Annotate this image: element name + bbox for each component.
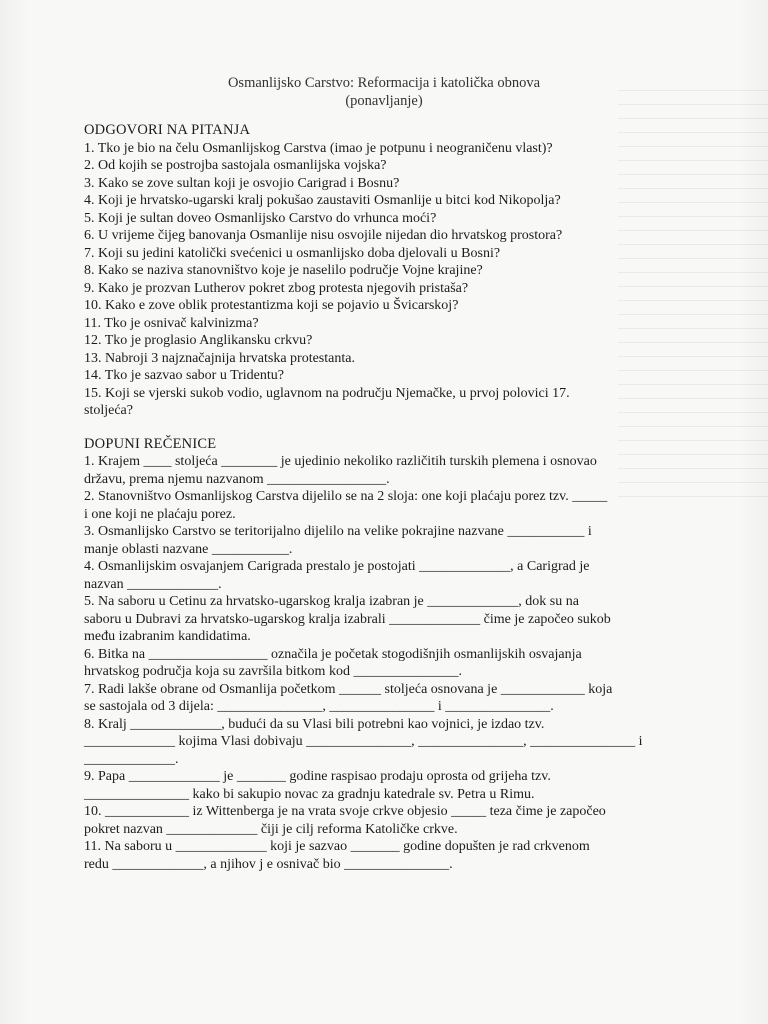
question-line: 8. Kako se naziva stanovništvo koje je naselilo područje Vojne krajine? bbox=[84, 263, 483, 278]
question-line: 2. Od kojih se postrojba sastojala osmanlijska vojska? bbox=[84, 158, 387, 173]
fill-in-line: redu _____________, a njihov j e osnivač bio _______________. bbox=[84, 856, 453, 872]
fill-in-line: pokret nazvan _____________ čiji je cilj reforma Katoličke crkve. bbox=[84, 821, 458, 837]
fill-in-line: _____________ kojima Vlasi dobivaju _______________, _______________, _______________ i bbox=[84, 734, 643, 749]
questions-list bbox=[84, 140, 684, 420]
fill-in-line: 7. Radi lakše obrane od Osmanlija početkom ______ stoljeća osnovana je ____________ koja bbox=[84, 681, 613, 697]
fill-in-line: _______________ kako bi sakupio novac za gradnju katedrale sv. Petra u Rimu. bbox=[84, 786, 535, 802]
section-spacer bbox=[84, 420, 684, 436]
fill-in-line: 10. ____________ iz Wittenberga je na vrata svoje crkve objesio _____ teza čime je započeo bbox=[84, 804, 606, 819]
fill-in-line: 3. Osmanlijsko Carstvo se teritorijalno dijelilo na velike pokrajine nazvane ___________ i bbox=[84, 524, 592, 539]
worksheet-subtitle: (ponavljanje) bbox=[345, 93, 423, 109]
worksheet-body bbox=[84, 122, 684, 873]
section-heading-fill-in: DOPUNI REČENICE bbox=[84, 435, 217, 452]
worksheet-header bbox=[0, 74, 768, 110]
question-line: 5. Koji je sultan doveo Osmanlijsko Carstvo do vrhunca moći? bbox=[84, 210, 437, 226]
worksheet-title: Osmanlijsko Carstvo: Reformacija i katolička obnova bbox=[227, 75, 541, 91]
question-line: 13. Nabroji 3 najznačajnija hrvatska protestanta. bbox=[84, 350, 355, 366]
question-line: 15. Koji se vjerski sukob vodio, uglavnom na području Njemačke, u prvoj polovici 17. bbox=[84, 385, 570, 401]
fill-in-line: se sastojala od 3 dijela: _______________, _______________ i _______________. bbox=[84, 699, 554, 714]
fill-in-line: _____________. bbox=[84, 751, 179, 767]
fill-in-line: nazvan _____________. bbox=[84, 576, 222, 592]
fill-in-line: 5. Na saboru u Cetinu za hrvatsko-ugarskog kralja izabran je _____________, dok su na bbox=[84, 594, 579, 609]
question-line: 11. Tko je osnivač kalvinizma? bbox=[84, 315, 259, 331]
question-line: 7. Koji su jedini katolički svećenici u osmanlijsko doba djelovali u Bosni? bbox=[84, 245, 501, 261]
fill-in-line: 11. Na saboru u _____________ koji je sazvao _______ godine dopušten je rad crkvenom bbox=[84, 839, 590, 854]
question-line: 6. U vrijeme čijeg banovanja Osmanlije nisu osvojile nijedan dio hrvatskog prostora? bbox=[84, 228, 563, 243]
fill-in-list bbox=[84, 453, 684, 873]
fill-in-line: 6. Bitka na _________________ označila je početak stogodišnjih osmanlijskih osvajanja bbox=[84, 646, 582, 662]
fill-in-line: saboru u Dubravi za hrvatsko-ugarskog kralja izabrali _____________ čime je započeo sukob bbox=[84, 611, 611, 627]
question-line: 9. Kako je prozvan Lutherov pokret zbog protesta njegovih pristaša? bbox=[84, 280, 469, 296]
fill-in-line: 8. Kralj _____________, budući da su Vlasi bili potrebni kao vojnici, je izdao tzv. bbox=[84, 716, 545, 732]
question-line: 10. Kako e zove oblik protestantizma koji se pojavio u Švicarskoj? bbox=[84, 298, 459, 313]
fill-in-line: hrvatskog područja koja su završila bitkom kod _______________. bbox=[84, 664, 462, 679]
question-line: 14. Tko je sazvao sabor u Tridentu? bbox=[84, 368, 284, 383]
fill-in-line: 4. Osmanlijskim osvajanjem Carigrada prestalo je postojati _____________, a Carigrad je bbox=[84, 559, 590, 574]
fill-in-line: državu, prema njemu nazvanom _________________. bbox=[84, 471, 390, 487]
section-heading-questions: ODGOVORI NA PITANJA bbox=[84, 122, 251, 138]
fill-in-line: 2. Stanovništvo Osmanlijskog Carstva dijelilo se na 2 sloja: one koji plaćaju porez tzv. _____ bbox=[84, 489, 608, 504]
question-line: 3. Kako se zove sultan koji je osvojio Carigrad i Bosnu? bbox=[84, 175, 400, 191]
fill-in-line: među izabranim kandidatima. bbox=[84, 629, 251, 644]
fill-in-line: manje oblasti nazvane ___________. bbox=[84, 541, 293, 557]
question-line: 12. Tko je proglasio Anglikansku crkvu? bbox=[84, 333, 313, 348]
fill-in-line: 9. Papa _____________ je _______ godine raspisao prodaju oprosta od grijeha tzv. bbox=[84, 769, 551, 784]
fill-in-line: i one koji ne plaćaju porez. bbox=[84, 506, 236, 522]
question-line: 1. Tko je bio na čelu Osmanlijskog Carstva (imao je potpunu i neograničenu vlast)? bbox=[84, 140, 553, 156]
question-line: stoljeća? bbox=[84, 403, 133, 418]
question-line: 4. Koji je hrvatsko-ugarski kralj pokušao zaustaviti Osmanlije u bitci kod Nikopolja? bbox=[84, 193, 561, 208]
fill-in-line: 1. Krajem ____ stoljeća ________ je ujedinio nekoliko različitih turskih plemena i osnovao bbox=[84, 454, 597, 469]
